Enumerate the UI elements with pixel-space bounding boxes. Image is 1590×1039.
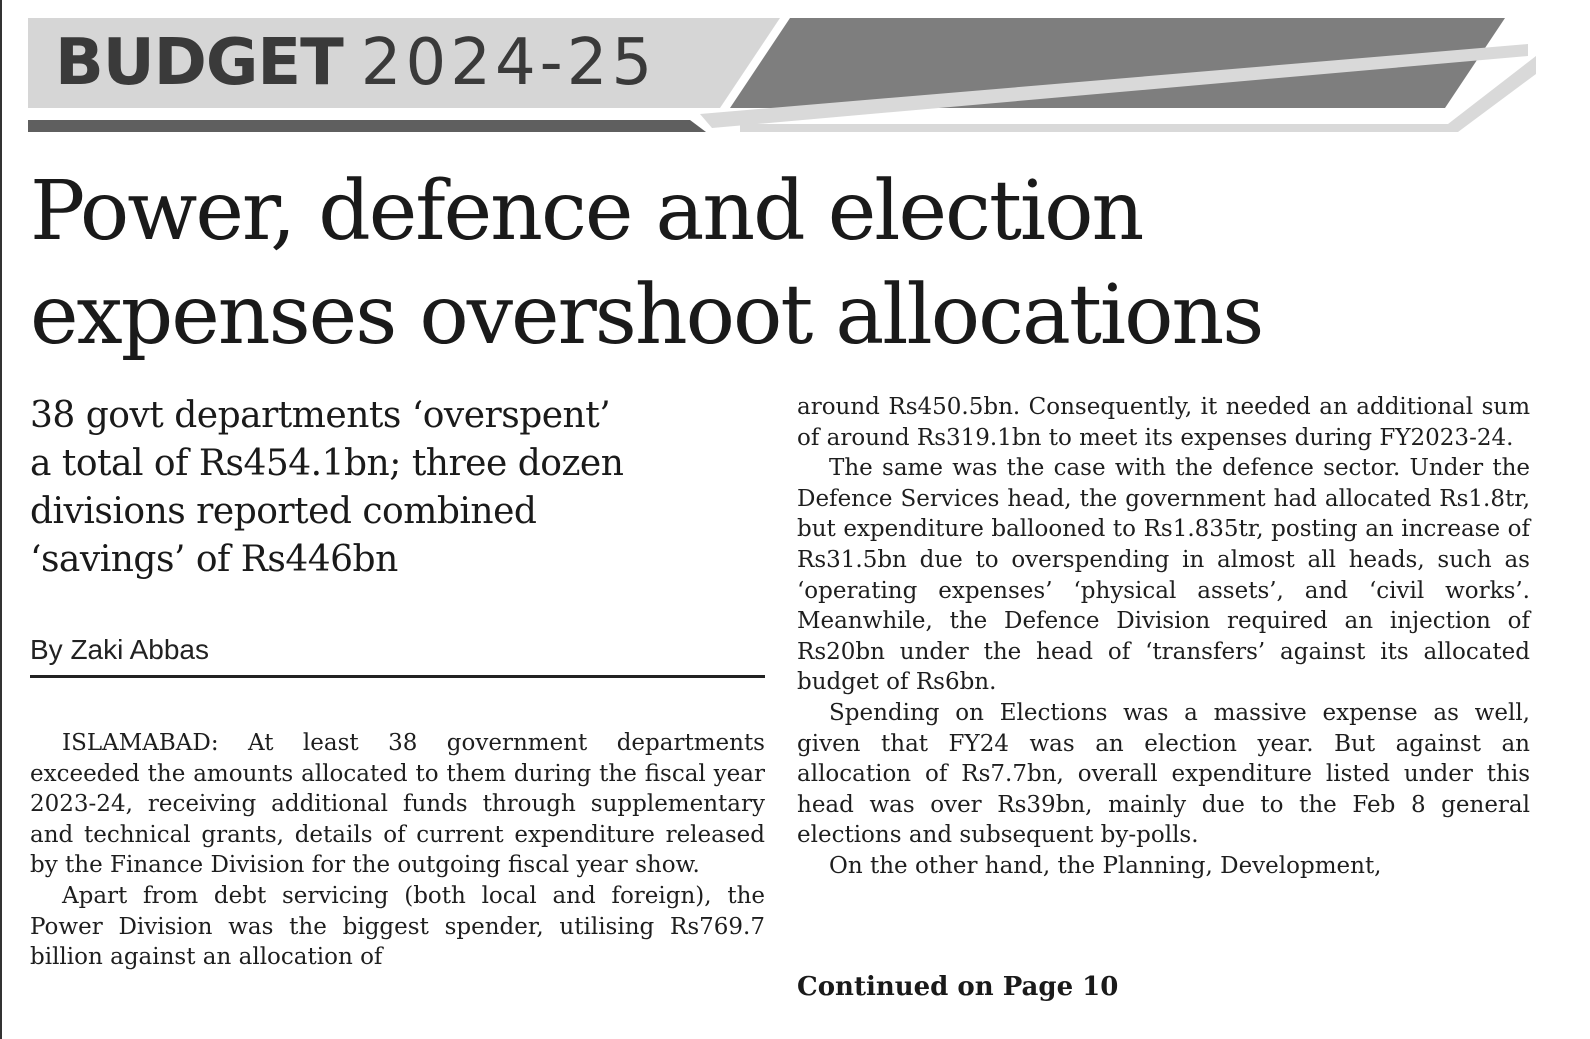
- article-column-right: [797, 392, 1530, 882]
- body-paragraph: On the other hand, the Planning, Development,: [829, 852, 1382, 879]
- page-edge-rule: [0, 0, 2, 1039]
- headline-line-2: expenses overshoot allocations: [30, 268, 1263, 363]
- banner-underline-dark: [28, 120, 706, 132]
- section-banner: [0, 0, 1590, 140]
- subheadline-line-3: divisions reported combined: [30, 491, 537, 532]
- byline: By Zaki Abbas: [30, 634, 209, 665]
- banner-label-bold: BUDGET: [55, 26, 343, 100]
- body-paragraph: The same was the case with the defence sector. Under the Defence Services head, the government had allocated Rs1.8tr, but expenditure ballooned to Rs1.835tr, posting an increase of Rs31.5bn due to overspending in almost all heads, such as ‘operating expenses’ ‘physical assets’, and ‘civil works’. Meanwhile, the Defence Division required an injection of Rs20bn under the head of ‘transfers’ against its allocated budget of Rs6bn.: [797, 455, 1530, 696]
- continued-on-page-link[interactable]: Continued on Page 10: [797, 972, 1119, 1002]
- headline-line-1: Power, defence and election: [30, 164, 1143, 259]
- body-paragraph: around Rs450.5bn. Consequently, it needed an additional sum of around Rs319.1bn to meet its expenses during FY2023-24.: [797, 394, 1530, 451]
- subheadline-line-4: ‘savings’ of Rs446bn: [30, 539, 398, 580]
- banner-label-year: 2024-25: [360, 26, 657, 100]
- body-paragraph: Spending on Elections was a massive expense as well, given that FY24 was an election year. But against an allocation of Rs7.7bn, overall expenditure listed under this head was over Rs39bn, mainly due to the Feb 8 general elections and subsequent by-polls.: [797, 699, 1530, 849]
- banner-title: [55, 18, 656, 108]
- subheadline-line-1: 38 govt departments ‘overspent’: [30, 395, 611, 436]
- subheadline: [30, 392, 770, 584]
- headline: [30, 160, 1570, 368]
- article-column-left: [30, 728, 765, 973]
- body-paragraph: ISLAMABAD: At least 38 government departments exceeded the amounts allocated to them during the fiscal year 2023-24, receiving additional funds through supplementary and technical grants, details of current expenditure released by the Finance Division for the outgoing fiscal year show.: [30, 730, 765, 879]
- body-paragraph: Apart from debt servicing (both local and foreign), the Power Division was the biggest spender, utilising Rs769.7 billion against an allocation of: [30, 882, 765, 971]
- subheadline-line-2: a total of Rs454.1bn; three dozen: [30, 443, 624, 484]
- byline-divider: [30, 675, 765, 678]
